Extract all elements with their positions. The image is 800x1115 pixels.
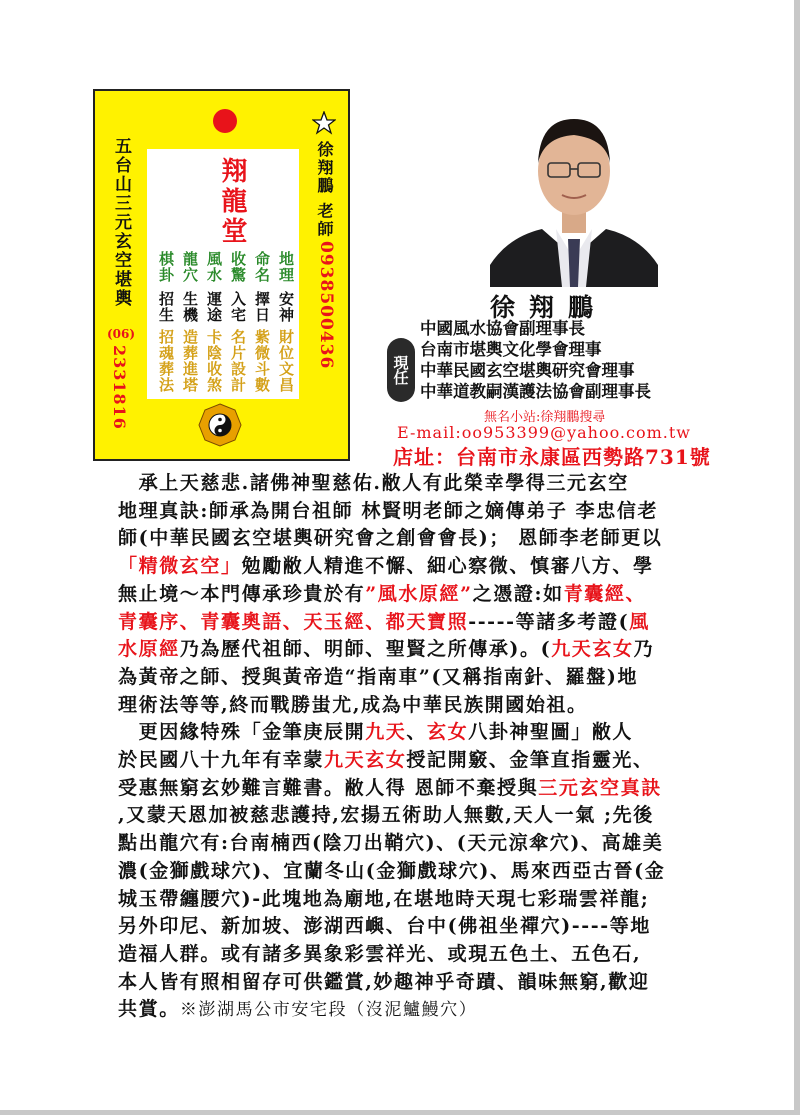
body-line: [118, 802, 758, 830]
body-line: [118, 525, 758, 553]
position-title: 台南市堪輿文化學會理事: [420, 340, 602, 359]
service-bottom: 入宅: [229, 291, 247, 323]
highlight-text: 青囊序、青囊奧語、天玉經、都天寶照: [118, 610, 469, 633]
body-text-segment: ※澎湖馬公市安宅段（沒泥鱸鰻穴）: [179, 1000, 478, 1021]
body-text-segment: 八卦神聖圖」敝人: [468, 721, 634, 744]
portrait-photo: [490, 89, 658, 287]
highlight-text: 青囊經、: [563, 582, 647, 605]
email-address[interactable]: E-mail:oo953399@yahoo.com.tw: [397, 423, 691, 442]
service-extra: 財位文昌: [277, 329, 295, 393]
page-right-edge: [794, 0, 800, 1115]
body-text-segment: 地理真訣:師承為開台祖師 林賢明老師之嫡傳弟子 李忠信老: [118, 499, 659, 522]
service-bottom: 安神: [277, 291, 295, 323]
body-text-segment: 受惠無窮玄妙難言難書。敝人得 恩師不棄授與: [118, 776, 539, 799]
service-extra: 卡陰收煞: [205, 329, 223, 393]
service-extra: 招魂葬法: [157, 329, 175, 393]
service-top: 風水: [205, 251, 223, 283]
star-icon: [312, 111, 336, 135]
body-text-segment: 理術法等等,終而戰勝蚩尤,成為中華民族開國始祖。: [118, 693, 588, 716]
body-line: [118, 858, 758, 886]
store-address: 店址：台南市永康區西勢路731號: [393, 445, 711, 469]
body-line: [118, 581, 758, 609]
highlight-text: 水原經: [118, 638, 180, 661]
body-text-segment: 點出龍穴有:台南楠西(陰刀出鞘穴)、(天元涼傘穴)、高雄美: [118, 832, 664, 855]
brand-name: 翔龍堂: [217, 157, 247, 247]
body-text-segment: 無止境～本門傳承珍貴於有: [118, 582, 366, 605]
body-line: [118, 941, 758, 969]
card-tel-area-code: (06): [107, 327, 136, 341]
crescent-moon-icon: [108, 107, 130, 129]
service-bottom: 生機: [181, 291, 199, 323]
body-text-segment: 共賞。: [118, 998, 180, 1021]
service-bottom: 招生: [157, 291, 175, 323]
body-text-segment: 更因緣特殊「金筆庚辰開: [118, 721, 366, 744]
body-text: [118, 470, 758, 1025]
service-extra: 名片設計: [229, 329, 247, 393]
highlight-text: ”風水原經”: [365, 582, 473, 605]
paragraph-dragon-points: [118, 719, 758, 1025]
card-left-phone: 2331816: [110, 345, 129, 430]
body-line: [118, 886, 758, 914]
position-title: 中華民國玄空堪輿研究會理事: [420, 361, 635, 380]
highlight-text: 玄女: [427, 721, 469, 744]
body-text-segment: 授記開竅、金筆直指靈光、: [406, 749, 654, 772]
body-line: [118, 969, 758, 997]
body-text-segment: 師(中華民國玄空堪輿研究會之創會會長)； 恩師李老師更以: [118, 527, 663, 550]
service-top: 龍穴: [181, 251, 199, 283]
body-text-segment: 本人皆有照相留存可供鑑賞,妙趣神乎奇蹟、韻味無窮,歡迎: [118, 970, 650, 993]
highlight-text: 九天玄女: [551, 638, 634, 661]
body-text-segment: 、: [406, 721, 428, 744]
body-line: [118, 913, 758, 941]
body-line: [118, 609, 758, 637]
service-top: 命名: [253, 251, 271, 283]
highlight-text: 三元玄空真訣: [538, 776, 662, 799]
card-inner-panel: [147, 149, 299, 399]
service-extra: 紫微斗數: [253, 329, 271, 393]
body-line: [118, 830, 758, 858]
body-text-segment: 之憑證:如: [472, 582, 564, 605]
body-text-segment: 乃: [633, 638, 655, 661]
card-master-name: 徐翔鵬 老師: [315, 141, 334, 239]
body-line: [118, 498, 758, 526]
body-text-segment: ,又蒙天恩加被慈悲護持,宏揚五術助人無數,天人一氣 ;先後: [118, 804, 654, 827]
body-line: [118, 775, 758, 803]
position-title: 中國風水協會副理事長: [420, 319, 585, 338]
service-top: 收驚: [229, 251, 247, 283]
body-text-segment: 乃為歷代祖師、明師、聖賢之所傳承)。(: [179, 638, 552, 661]
highlight-text: 九天玄女: [324, 749, 407, 772]
service-top: 棋卦: [157, 251, 175, 283]
paragraph-lineage: [118, 470, 758, 719]
card-left-title: 五台山三元玄空堪輿: [111, 137, 131, 308]
body-text-segment: 為黃帝之師、授與黃帝造“指南車”(又稱指南針、羅盤)地: [118, 665, 639, 688]
highlight-text: 「精微玄空」: [118, 555, 242, 578]
body-line: [118, 996, 758, 1025]
current-position-badge: 現任: [387, 338, 415, 402]
sun-icon: [213, 109, 237, 133]
body-text-segment: 城玉帶纏腰穴)-此塊地為廟地,在堪地時天現七彩瑞雲祥龍;: [118, 887, 650, 910]
blog-search-note: 無名小站:徐翔鵬搜尋: [484, 410, 606, 425]
body-text-segment: 於民國八十九年有幸蒙: [118, 749, 325, 772]
body-line: [118, 664, 758, 692]
page-bottom-edge: [0, 1110, 800, 1115]
body-line: [118, 470, 758, 498]
body-text-segment: 濃(金獅戲球穴)、宜蘭冬山(金獅戲球穴)、馬來西亞古晉(金: [118, 859, 666, 882]
bagua-icon: [198, 403, 242, 447]
service-top: 地理: [277, 251, 295, 283]
body-line: [118, 747, 758, 775]
card-mobile-phone: 0938500436: [316, 241, 336, 370]
body-line: [118, 692, 758, 720]
service-bottom: 運途: [205, 291, 223, 323]
highlight-text: 九天: [365, 721, 407, 744]
business-card: [93, 89, 350, 461]
body-line: [118, 636, 758, 664]
service-bottom: 擇日: [253, 291, 271, 323]
position-titles: [420, 318, 651, 402]
body-text-segment: 另外印尼、新加坡、澎湖西嶼、台中(佛祖坐禪穴)----等地: [118, 915, 651, 938]
position-title: 中華道教嗣漢護法協會副理事長: [420, 382, 651, 401]
body-text-segment: -----等諸多考證(: [468, 610, 630, 633]
highlight-text: 風: [629, 610, 650, 633]
body-text-segment: 勉勵敝人精進不懈、細心察微、慎審八方、學: [241, 555, 654, 578]
body-text-segment: 承上天慈悲.諸佛神聖慈佑.敝人有此榮幸學得三元玄空: [118, 472, 629, 494]
body-text-segment: 造福人群。或有諸多異象彩雲祥光、或現五色土、五色石,: [118, 942, 642, 965]
service-extra: 造葬進塔: [181, 329, 199, 393]
body-line: [118, 719, 758, 747]
body-line: [118, 553, 758, 581]
person-name: 徐翔鵬: [490, 293, 608, 322]
